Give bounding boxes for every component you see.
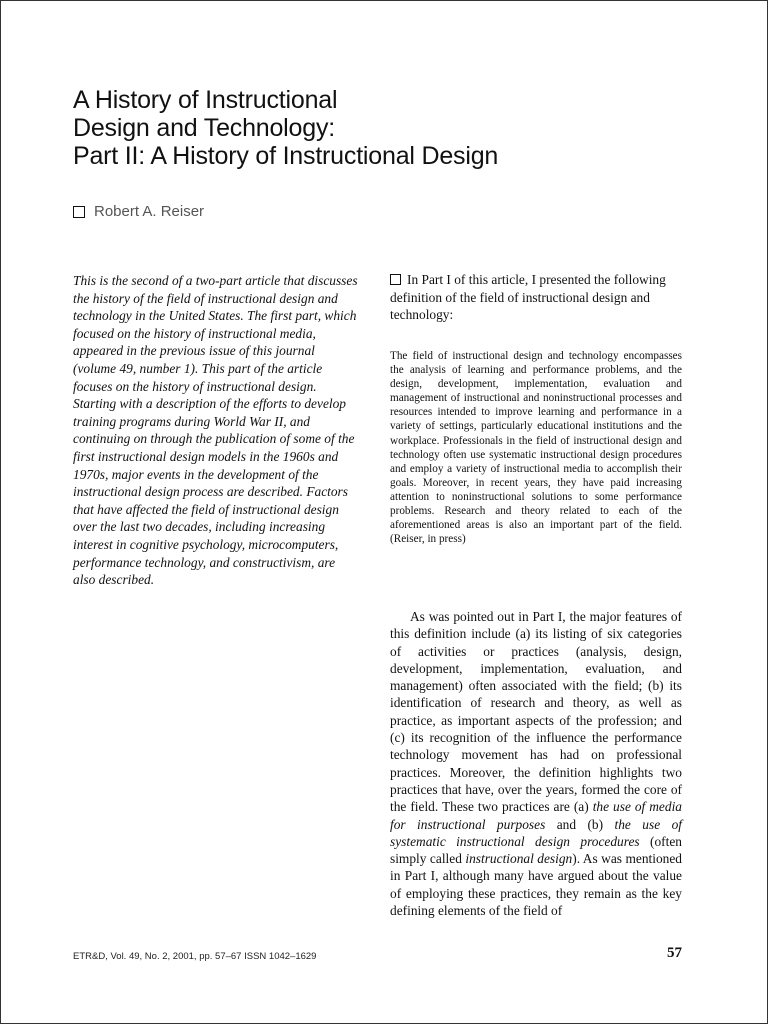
body-text-1: As was pointed out in Part I, the major features of this definition include (a) its listing of six categories of activities or practices (analysis, design, development, implementation, evaluation, and management) often associated with the field; (b) its identification of research and theory, as well as practice, as important aspects of the profession; and (c) its recognition of the influence the performance technology movement has had on professional practices. Moreover, the definition highlights two practices that have, over the years, formed the core of the field. These two practices are (a): [390, 609, 682, 815]
author-line: [73, 203, 204, 220]
body-text-3: (often simply called: [390, 833, 682, 867]
article-title: [73, 86, 693, 170]
definition-quote: [390, 349, 682, 546]
body-text-2: and (b): [545, 816, 615, 832]
title-line-1: A History of Instructional: [73, 86, 338, 114]
page-number: 57: [667, 945, 682, 961]
body-paragraph: [390, 608, 682, 919]
intro-text: In Part I of this article, I presented the following definition of the field of instructional design and technology:: [390, 272, 666, 323]
abstract-text: This is the second of a two-part article that discusses the history of the field of instructional design and technology in the United States. The first part, which focused on the history of instructional media, appeared in the previous issue of this journal (volume 49, number 1). This part of the article focuses on the history of instructional design. Starting with a description of the efforts to develop training programs during World War II, and continuing on through the publication of some of the first instructional design models in the 1960s and 1970s, major events in the development of the instructional design process are described. Factors that have affected the field of instructional design over the last two decades, including increasing interest in cognitive psychology, microcomputers, performance technology, and constructivism, are also described.: [73, 273, 358, 588]
quote-text: The field of instructional design and technology encompasses the analysis of learning and performance problems, and the design, development, implementation, evaluation and management of instructional and noninstructional processes and resources intended to improve learning and performance in a variety of settings, particularly educational institutions and the workplace. Professionals in the field of instructional design and technology often use systematic instructional design procedures and employ a variety of instructional media to accomplish their goals. Moreover, in recent years, they have paid increasing attention to noninstructional solutions to some performance problems. Research and theory related to each of the aforementioned areas is also an important part of the field. (Reiser, in press): [390, 350, 682, 546]
intro-paragraph: [390, 271, 682, 324]
journal-citation: ETR&D, Vol. 49, No. 2, 2001, pp. 57–67 ISSN 1042–1629: [73, 951, 317, 962]
abstract: [73, 272, 358, 589]
body-italic-2: the use of systematic instructional design procedures: [390, 816, 682, 849]
body-italic-3: instructional design: [465, 851, 573, 867]
title-line-3: Part II: A History of Instructional Design: [73, 142, 499, 170]
title-line-2: Design and Technology:: [73, 114, 335, 142]
body-text-4: ). As was mentioned in Part I, although many have argued about the value of employing these practices, they remain as the key defining elements of the field of: [390, 851, 682, 919]
square-bullet-icon: [73, 206, 85, 218]
body-italic-1: the use of media for instructional purposes: [390, 799, 682, 832]
author-name: Robert A. Reiser: [94, 203, 205, 220]
square-bullet-icon: [390, 274, 401, 285]
